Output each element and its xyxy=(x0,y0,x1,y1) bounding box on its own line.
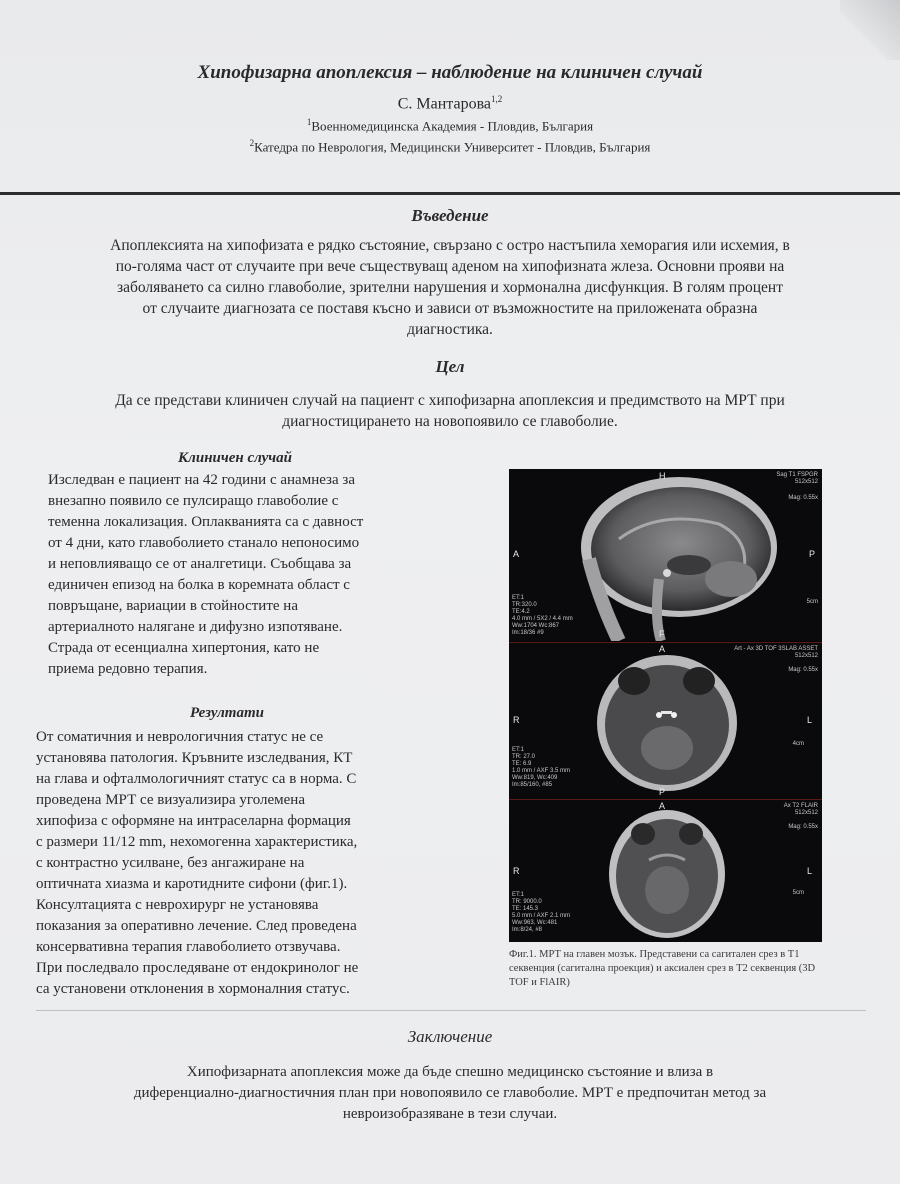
label-right: P xyxy=(809,549,816,559)
results-line: От соматичния и неврологичния статус не се xyxy=(36,729,324,745)
param: TR:320.0 xyxy=(512,602,537,608)
results-line: консервативна терапия главоболието отзвучава. xyxy=(36,939,341,955)
label-left: R xyxy=(513,866,520,876)
param: 1.0 mm / AXF 3.5 mm xyxy=(512,768,571,774)
param: ET:1 xyxy=(512,747,525,753)
author xyxy=(0,94,900,113)
mag-label: Mag: 0.55x xyxy=(788,824,818,830)
results-heading: Резултати xyxy=(190,705,264,721)
header xyxy=(0,40,900,155)
case-line: и неповлияващо се от аналгетици. Съобщава за xyxy=(48,556,352,572)
case-text xyxy=(48,470,452,680)
param: Ww:963, Wc:481 xyxy=(512,920,558,926)
mri-axial-flair-panel xyxy=(509,799,822,942)
param: TE:4.2 xyxy=(512,609,530,615)
case-line: от 4 дни, като главоболието станало непоносимо xyxy=(48,535,360,551)
label-top: A xyxy=(659,644,666,654)
mag-label: Mag: 0.55x xyxy=(788,667,818,673)
scan-params xyxy=(512,747,570,789)
case-line: внезапно появило се пулсиращо главоболие с xyxy=(48,493,339,509)
author-sup: 1,2 xyxy=(491,94,503,104)
results-line: показания за оперативно лечение. След проведена xyxy=(36,918,357,934)
mag-label: Mag: 0.55x xyxy=(788,495,818,501)
conclusion-heading: Заключение xyxy=(407,1027,493,1046)
results-line: При последвало проследяване от ендокринолог не xyxy=(36,960,359,976)
label-top: H xyxy=(659,471,666,481)
label-bottom: P xyxy=(659,787,666,797)
intro-line: заболяването са силно главоболие, зрителни нарушения и хормонална дисфункция. В голям процент xyxy=(117,279,783,296)
header-divider xyxy=(0,192,900,195)
results-line: хипофиза с оформяне на интраселарна формация xyxy=(36,813,351,829)
param: ET:1 xyxy=(512,595,525,601)
param: TE: 6.9 xyxy=(512,761,532,767)
affiliation-2 xyxy=(0,138,900,155)
results-text xyxy=(36,727,444,1000)
label-top: A xyxy=(659,801,666,811)
conclusion-line: диференциално-диагностичния план при новопоявило се главоболие. МРТ е предпочитан метод за xyxy=(133,1085,767,1101)
sequence-info xyxy=(734,646,818,660)
case-line: теменна локализация. Оплакванията са с давност xyxy=(48,514,364,530)
aff2-sup: 2 xyxy=(249,137,255,148)
aff1-text: Военномедицинска Академия - Пловдив, България xyxy=(311,118,594,134)
param: Im:8/24, #8 xyxy=(512,927,543,933)
label-right: L xyxy=(807,715,813,725)
results-line: Консултацията с неврохирург не установява xyxy=(36,897,319,913)
intro-line: по-голяма част от случаите при вече съществуващ аденом на хипофизната жлеза. Основни прояви на xyxy=(115,258,785,275)
results-line: установява патология. Кръвните изследвания, КТ xyxy=(36,750,353,766)
scale-label: 5cm xyxy=(806,599,818,605)
sequence-name: Sag T1 FSPGR xyxy=(776,472,818,478)
label-left: A xyxy=(513,549,520,559)
case-line: Изследван е пациент на 42 години с анамнеза за xyxy=(48,472,355,488)
affiliation-1 xyxy=(0,117,900,134)
matrix-size: 512x512 xyxy=(794,810,818,816)
label-right: L xyxy=(807,866,813,876)
matrix-size: 512x512 xyxy=(794,653,818,659)
figure-caption: Фиг.1. МРТ на главен мозък. Представени са сагитален срез в Т1 секвенция (сагитална проекция) и аксиален срез в Т2 секвенция (3D TOF и FlAIR) xyxy=(509,949,816,988)
scale-label: 4cm xyxy=(792,741,804,747)
aim-line: диагностицирането на новопоявило се главоболие. xyxy=(282,413,618,430)
param: TR: 27.0 xyxy=(512,754,536,760)
conclusion-divider xyxy=(36,1010,866,1011)
intro-line: диагностика. xyxy=(407,321,493,338)
mri-axial-tof-panel xyxy=(509,642,822,799)
conclusion-line: невроизобразяване в тези случаи. xyxy=(342,1106,558,1122)
results-line: проведена МРТ се визуализира уголемена xyxy=(36,792,305,808)
case-line: Страда от есенциална хипертония, като не xyxy=(48,640,320,656)
param: Ww:1704 Wc:867 xyxy=(512,623,560,629)
aim-line: Да се представи клиничен случай на пациент с хипофизарна апоплексия и предимството на МРТ при xyxy=(115,392,785,409)
results-line: на глава и офталмологичният статус са в норма. С xyxy=(36,771,357,787)
conclusion-line: Хипофизарната апоплексия може да бъде спешно медицинско състояние и влиза в xyxy=(186,1064,714,1080)
case-line: единичен епизод на болка в коремната област с xyxy=(48,577,350,593)
case-heading: Клиничен случай xyxy=(178,450,293,466)
case-line: артериалното налягане и дифузно изпотяване. xyxy=(48,619,343,635)
results-line: с размери 11/12 mm, нехомогенна характеристика, xyxy=(36,834,358,850)
conclusion-text xyxy=(40,1062,860,1125)
aim-heading: Цел xyxy=(435,357,465,376)
mri-sagittal-panel xyxy=(509,469,822,641)
param: Im:85/160, #85 xyxy=(512,782,553,788)
intro-heading: Въведение xyxy=(411,206,489,225)
sequence-info xyxy=(784,803,818,817)
aff1-sup: 1 xyxy=(306,117,312,128)
param: Im:18/36 #9 xyxy=(512,630,544,636)
poster-title: Хипофизарна апоплексия – наблюдение на клиничен случай xyxy=(197,62,703,83)
results-line: са установени отклонения в хормоналния статус. xyxy=(36,981,350,997)
author-name: С. Мантарова xyxy=(397,95,492,113)
aff2-text: Катедра по Неврология, Медицински Университет - Пловдив, България xyxy=(254,138,651,154)
param: ET:1 xyxy=(512,892,525,898)
sequence-name: Art - Ax 3D TOF 3SLAB ASSET xyxy=(734,646,818,652)
intro-text xyxy=(40,235,860,340)
matrix-size: 512x512 xyxy=(794,479,818,485)
param: 4.0 mm / 5X2 / 4.4 mm xyxy=(512,616,573,622)
label-left: R xyxy=(513,715,520,725)
scan-params xyxy=(512,892,570,934)
scan-params xyxy=(512,595,573,637)
aim-text xyxy=(40,390,860,432)
sequence-info xyxy=(776,472,818,486)
param: TE: 145.3 xyxy=(512,906,539,912)
scale-label: 5cm xyxy=(792,890,804,896)
case-line: приема редовно терапия. xyxy=(48,661,208,677)
param: Ww:819, Wc:409 xyxy=(512,775,558,781)
results-line: с контрастно усилване, без ангажиране на xyxy=(36,855,305,871)
intro-line: Апоплексията на хипофизата е рядко състояние, свързано с остро настъпила хеморагия или исхемия, в xyxy=(110,237,790,254)
mri-figure xyxy=(509,469,822,941)
param: 5.0 mm / AXF 2.1 mm xyxy=(512,913,571,919)
results-line: оптичната хиазма и каротидните сифони (фиг.1). xyxy=(36,876,348,892)
case-line: повръщане, вариации в стойностите на xyxy=(48,598,298,614)
intro-line: от случаите диагнозата се поставя късно и зависи от възможностите на приложената образна xyxy=(142,300,758,317)
sequence-name: Ax T2 FLAIR xyxy=(783,803,818,809)
param: TR: 9000.0 xyxy=(512,899,542,905)
label-bottom: F xyxy=(659,629,665,639)
